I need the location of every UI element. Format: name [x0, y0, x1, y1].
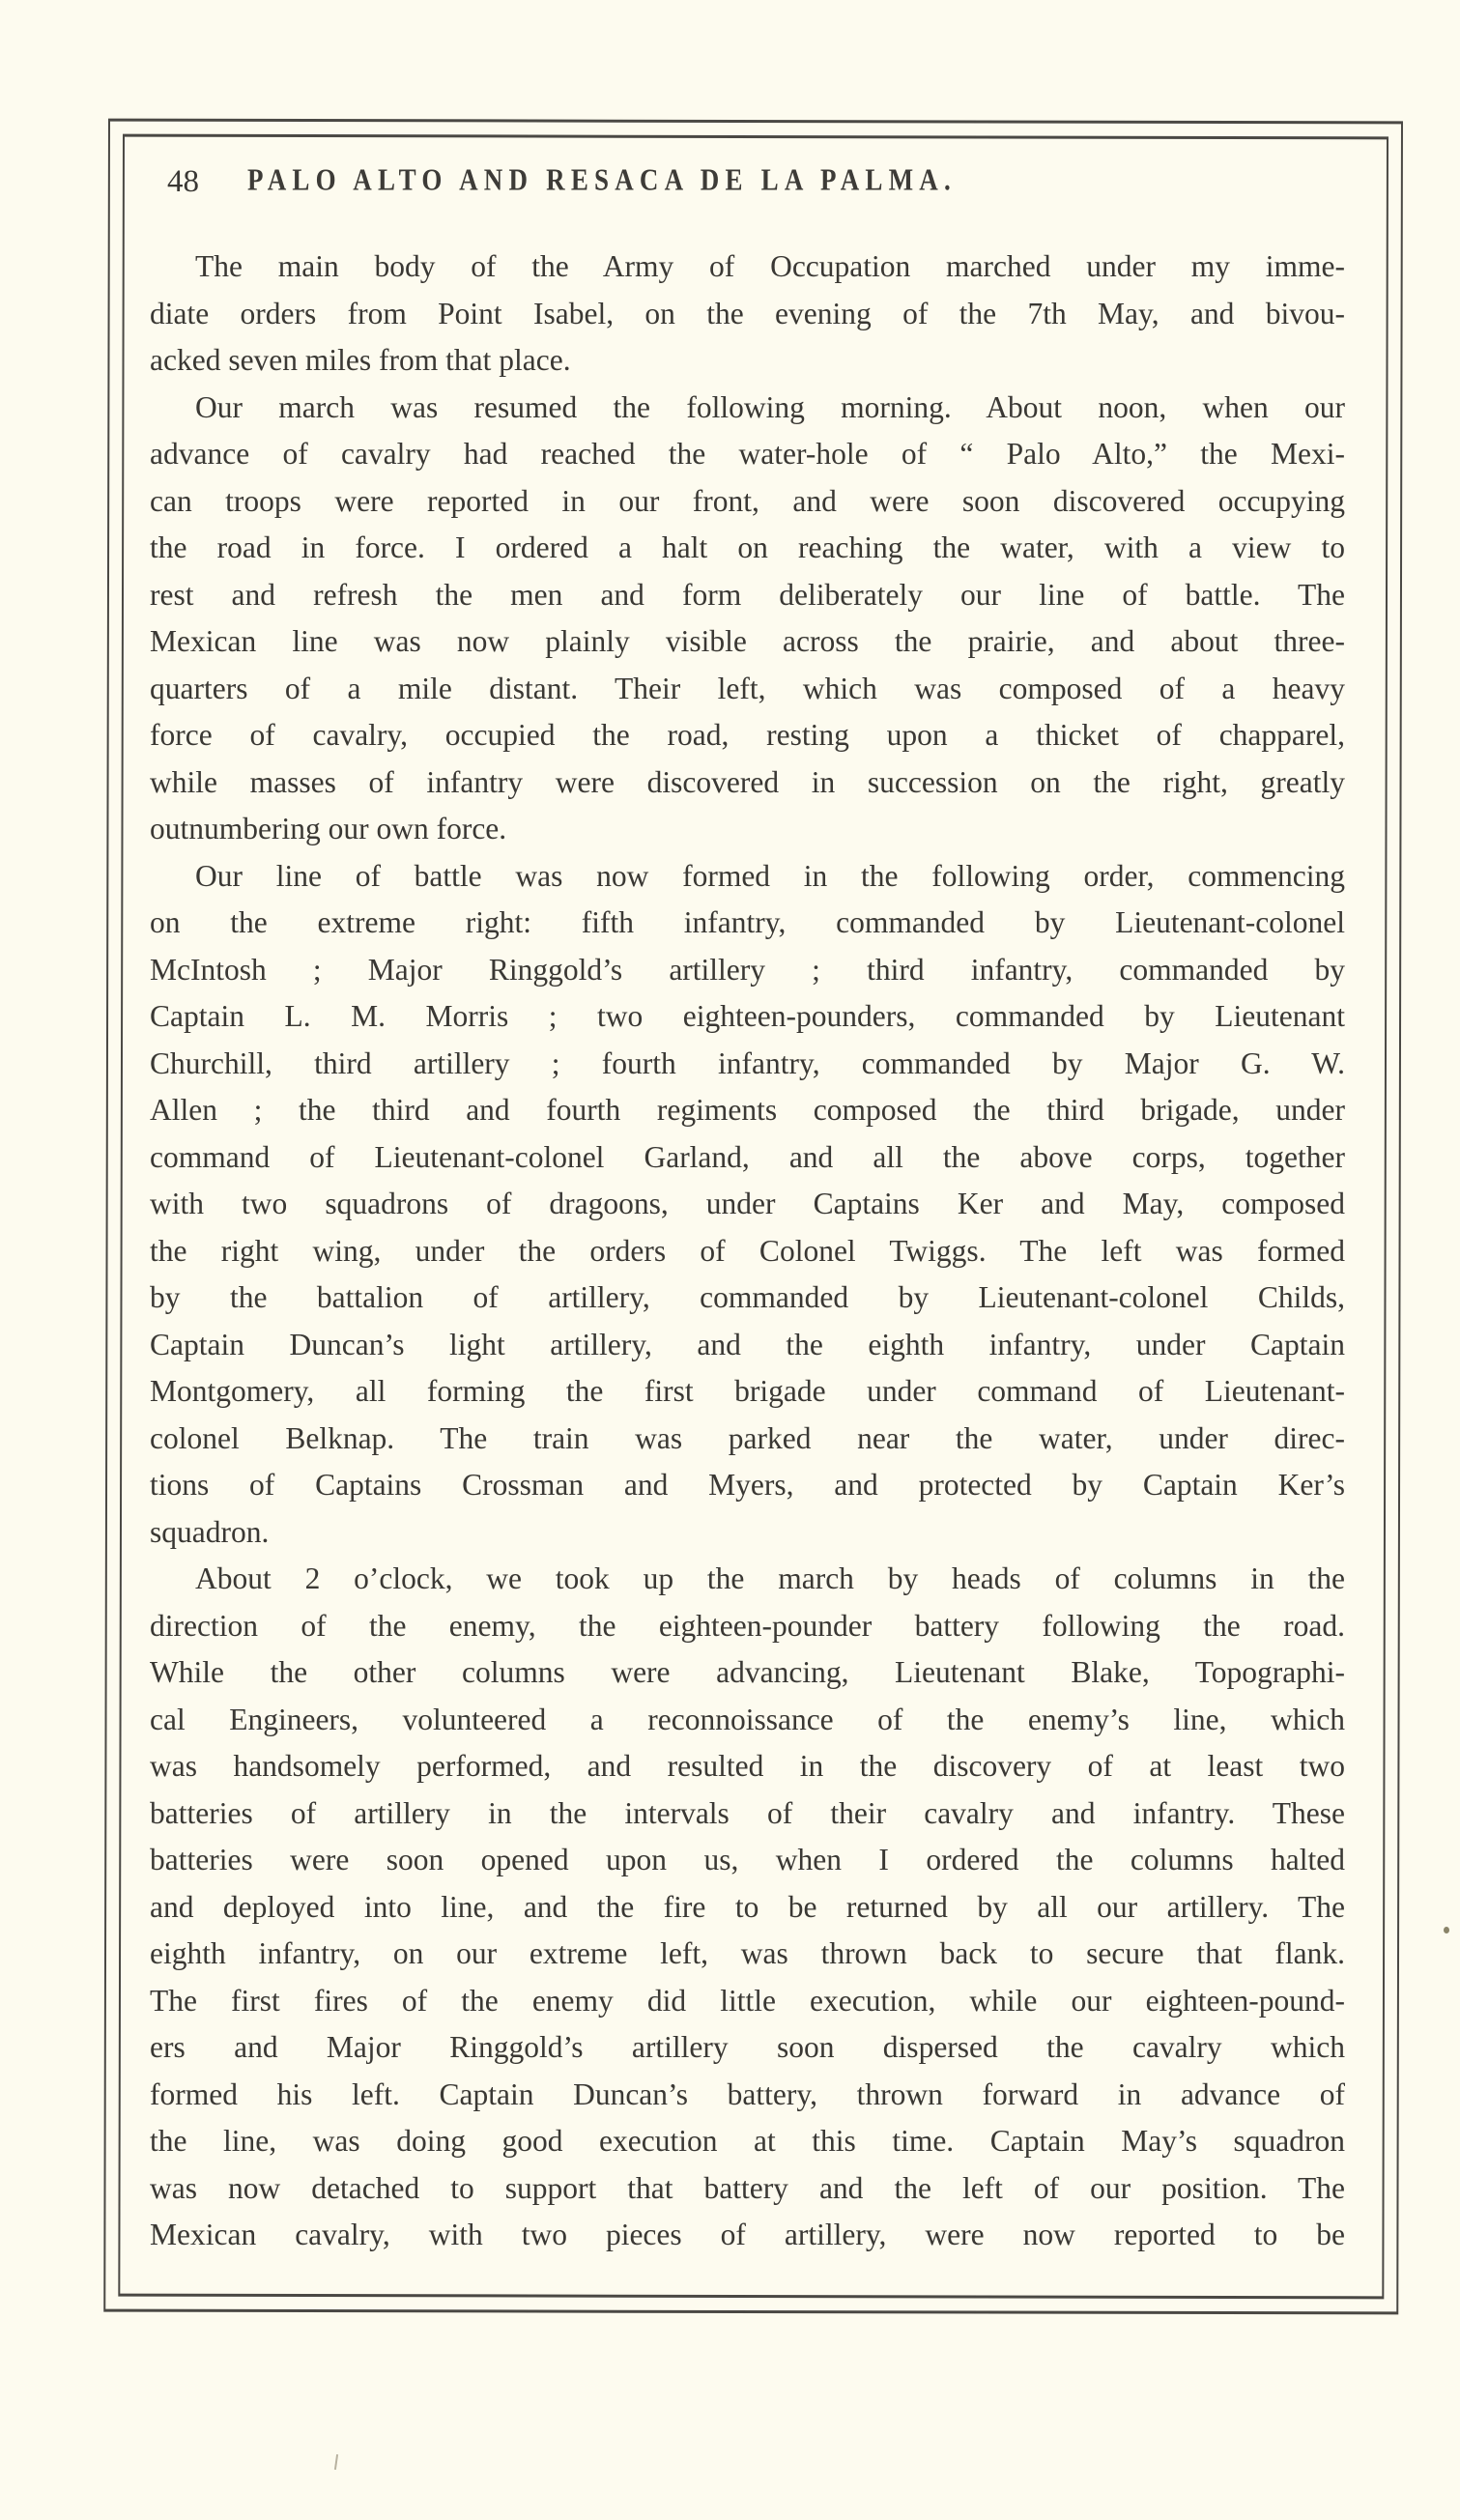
- text-line: Churchill, third artillery ; fourth infantry, commanded by Major G. W.: [150, 1045, 1345, 1080]
- text-line: and deployed into line, and the fire to be returned by all our artillery. The: [150, 1889, 1345, 1924]
- text-line: was handsomely performed, and resulted in the discovery of at least two: [150, 1749, 1345, 1783]
- paragraph-first-line: Our march was resumed the following morning. About noon, when our: [195, 389, 1345, 424]
- text-line: Allen ; the third and fourth regiments composed the third brigade, under: [150, 1093, 1345, 1127]
- paragraph-first-line: Our line of battle was now formed in the following order, commencing: [195, 858, 1345, 893]
- text-line: While the other columns were advancing, Lieutenant Blake, Topographi-: [150, 1655, 1345, 1689]
- text-line: rest and refresh the men and form deliberately our line of battle. The: [150, 577, 1345, 612]
- text-line: can troops were reported in our front, and were soon discovered occupying: [150, 483, 1345, 518]
- text-line: acked seven miles from that place.: [150, 343, 571, 377]
- running-head: [167, 164, 1230, 203]
- running-title: PALO ALTO AND RESACA DE LA PALMA.: [247, 162, 957, 197]
- text-line: Captain Duncan’s light artillery, and the eighth infantry, under Captain: [150, 1327, 1345, 1361]
- text-line: diate orders from Point Isabel, on the evening of the 7th May, and bivou-: [150, 296, 1345, 330]
- text-line: colonel Belknap. The train was parked near the water, under direc-: [150, 1420, 1345, 1455]
- text-line: advance of cavalry had reached the water-hole of “ Palo Alto,” the Mexi-: [150, 437, 1345, 471]
- text-line: McIntosh ; Major Ringgold’s artillery ; third infantry, commanded by: [150, 952, 1345, 987]
- text-line: the line, was doing good execution at this time. Captain May’s squadron: [150, 2124, 1345, 2158]
- text-line: with two squadrons of dragoons, under Captains Ker and May, composed: [150, 1187, 1345, 1220]
- text-line: Montgomery, all forming the first brigade under command of Lieutenant-: [150, 1374, 1345, 1408]
- text-line: by the battalion of artillery, commanded by Lieutenant-colonel Childs,: [150, 1280, 1345, 1314]
- text-line: The first fires of the enemy did little execution, while our eighteen-pound-: [150, 1983, 1345, 2018]
- text-line: squadron.: [150, 1514, 270, 1549]
- text-line: formed his left. Captain Duncan’s battery, thrown forward in advance of: [150, 2076, 1345, 2111]
- text-line: the road in force. I ordered a halt on reaching the water, with a view to: [150, 530, 1345, 564]
- text-line: direction of the enemy, the eighteen-pounder battery following the road.: [150, 1608, 1345, 1643]
- text-line: Captain L. M. Morris ; two eighteen-pounders, commanded by Lieutenant: [150, 999, 1345, 1033]
- text-line: force of cavalry, occupied the road, resting upon a thicket of chapparel,: [150, 718, 1345, 752]
- text-line: on the extreme right: fifth infantry, commanded by Lieutenant-colonel: [150, 905, 1345, 939]
- text-line: Mexican line was now plainly visible across the prairie, and about three-: [150, 624, 1345, 658]
- text-line: eighth infantry, on our extreme left, was thrown back to secure that flank.: [150, 1936, 1345, 1970]
- text-line: quarters of a mile distant. Their left, which was composed of a heavy: [150, 671, 1345, 705]
- text-line: while masses of infantry were discovered in succession on the right, greatly: [150, 764, 1345, 799]
- paragraph-first-line: The main body of the Army of Occupation marched under my imme-: [195, 249, 1345, 283]
- scan-tick-mark: [334, 2454, 338, 2470]
- page-number: 48: [167, 164, 199, 199]
- text-line: command of Lieutenant-colonel Garland, and all the above corps, together: [150, 1139, 1345, 1174]
- paragraph-first-line: About 2 o’clock, we took up the march by heads of columns in the: [195, 1561, 1345, 1595]
- text-line: batteries were soon opened upon us, when I ordered the columns halted: [150, 1843, 1345, 1876]
- text-line: tions of Captains Crossman and Myers, and protected by Captain Ker’s: [150, 1468, 1345, 1502]
- text-line: the right wing, under the orders of Colonel Twiggs. The left was formed: [150, 1233, 1345, 1268]
- text-line: outnumbering our own force.: [150, 812, 507, 845]
- body-text: [150, 243, 1345, 2259]
- text-line: batteries of artillery in the intervals of their cavalry and infantry. These: [150, 1795, 1345, 1830]
- text-line: was now detached to support that battery and the left of our position. The: [150, 2170, 1345, 2205]
- text-line: Mexican cavalry, with two pieces of artillery, were now reported to be: [150, 2218, 1345, 2251]
- text-line: cal Engineers, volunteered a reconnoissance of the enemy’s line, which: [150, 1702, 1345, 1736]
- text-line: ers and Major Ringgold’s artillery soon dispersed the cavalry which: [150, 2030, 1345, 2064]
- scan-speck-mark: [1444, 1927, 1449, 1933]
